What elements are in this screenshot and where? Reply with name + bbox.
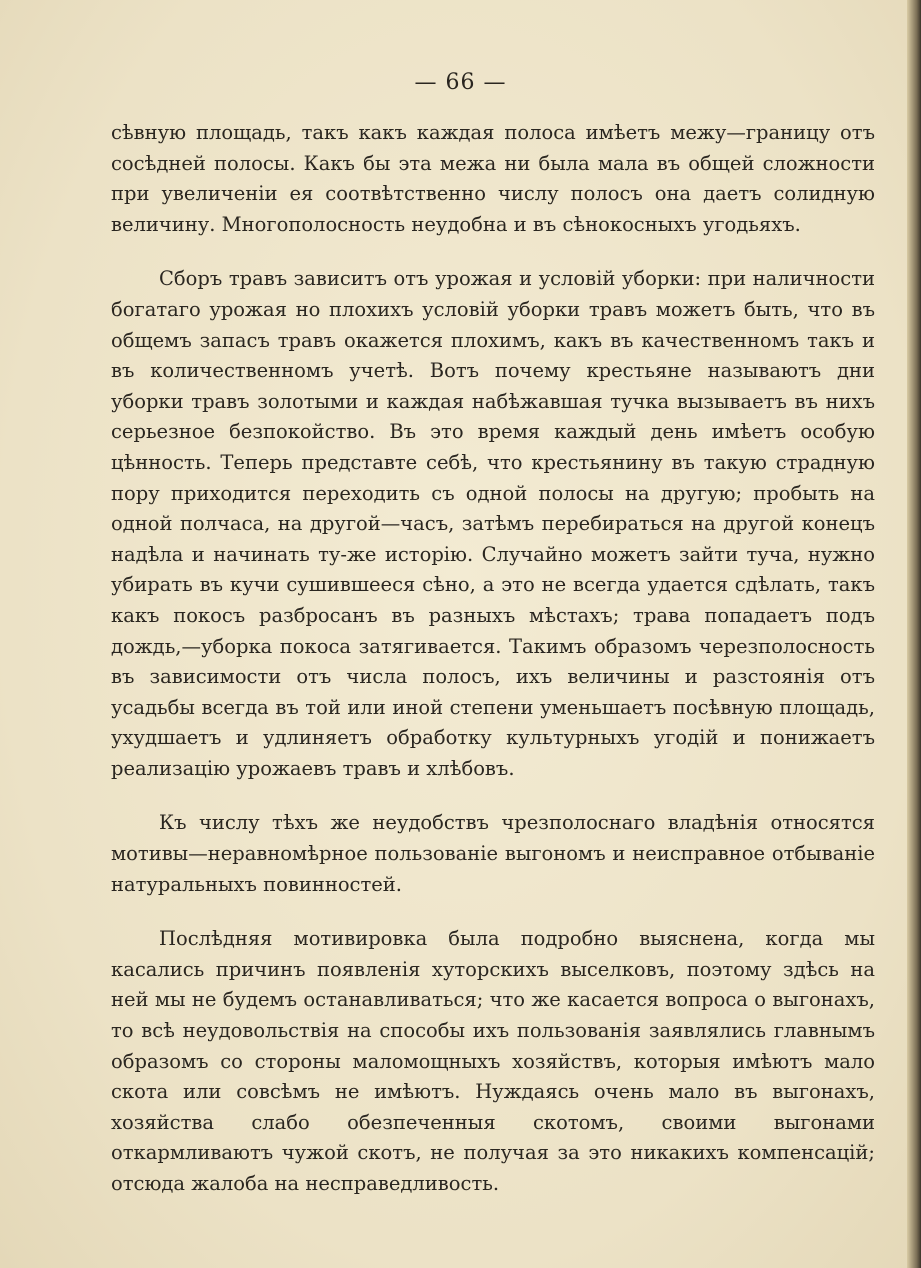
paragraph-1: сѣвную площадь, такъ какъ каждая полоса имѣетъ межу—границу отъ сосѣдней полосы. Какъ бы эта межа ни была мала въ общей сложности при увеличеніи ея соотвѣтственно числу полосъ она даетъ солидную величину. Многополосность неудобна и въ сѣнокосныхъ угодьяхъ. <box>111 121 875 236</box>
page-edge-shadow <box>907 0 921 1268</box>
paragraph-2: Сборъ травъ зависитъ отъ урожая и условій уборки: при наличности богатаго урожая но плохихъ условій уборки травъ можетъ быть, что въ общемъ запасъ травъ окажется плохимъ, какъ въ качественномъ такъ и въ количественномъ учетѣ. Вотъ почему крестьяне называютъ дни уборки травъ золотыми и каждая набѣжавшая тучка вызываетъ въ нихъ серьезное безпокойство. Въ это время каждый день имѣетъ особую цѣнность. Теперь представте себѣ, что крестьянину въ такую страдную пору приходится переходить съ одной полосы на другую; пробыть на одной полчаса, на другой—часъ, затѣмъ перебираться на другой конецъ надѣла и начинать ту-же исторію. Случайно можетъ зайти туча, нужно убирать въ кучи сушившееся сѣно, а это не всегда удается сдѣлать, такъ какъ покосъ разбросанъ въ разныхъ мѣстахъ; трава попадаетъ подъ дождь,—уборка покоса затягивается. Такимъ образомъ черезполосность въ зависимости отъ числа полосъ, ихъ величины и разстоянія отъ усадьбы всегда въ той или иной степени уменьшаетъ посѣвную площадь, ухудшаетъ и удлиняетъ обработку культурныхъ угодій и понижаетъ реализацію урожаевъ травъ и хлѣбовъ. <box>111 267 875 780</box>
body-text <box>111 118 875 1200</box>
paragraph-3: Къ числу тѣхъ же неудобствъ чрезполоснаго владѣнія относятся мотивы—неравномѣрное пользованіе выгономъ и неисправное отбываніе натуральныхъ повинностей. <box>111 811 875 896</box>
page-number: — 66 — <box>414 70 507 95</box>
paragraph-4: Послѣдняя мотивировка была подробно выяснена, когда мы касались причинъ появленія хуторскихъ выселковъ, поэтому здѣсь на ней мы не будемъ останавливаться; что же касается вопроса о выгонахъ, то всѣ неудовольствія на способы ихъ пользованія заявлялись главнымъ образомъ со стороны маломощныхъ хозяйствъ, которыя имѣютъ мало скота или совсѣмъ не имѣютъ. Нуждаясь очень мало въ выгонахъ, хозяйства слабо обезпеченныя скотомъ, своими выгонами откармливаютъ чужой скотъ, не получая за это никакихъ компенсацій; отсюда жалоба на несправедливость. <box>111 927 875 1195</box>
